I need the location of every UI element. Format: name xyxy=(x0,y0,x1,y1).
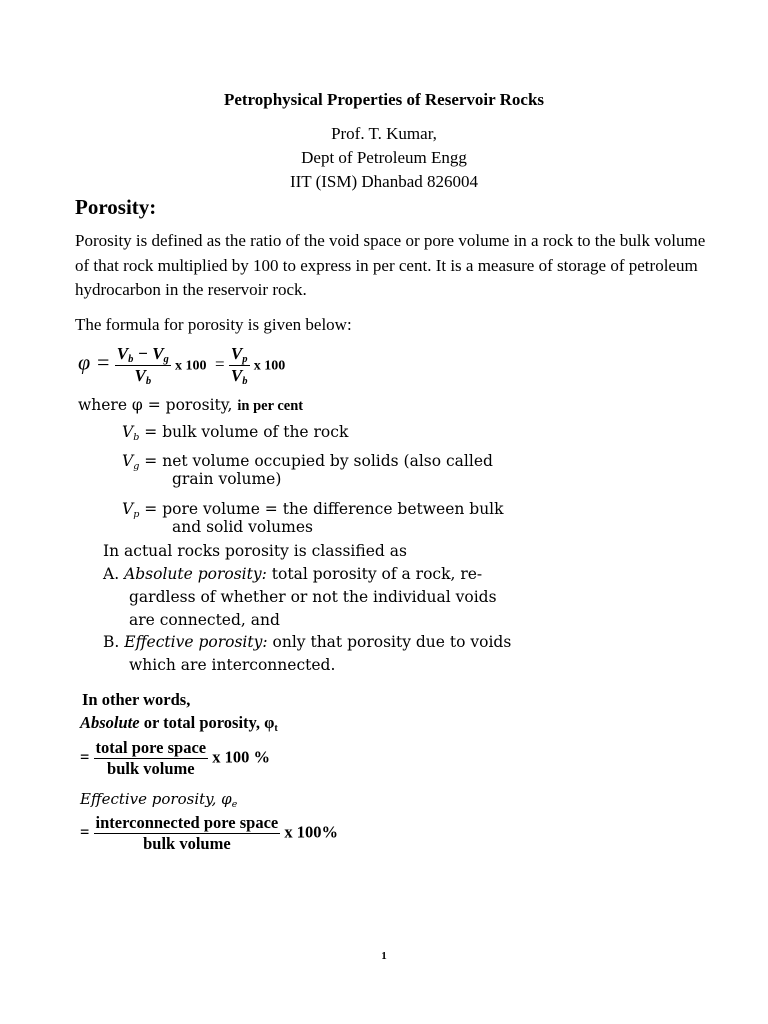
formula-num2: V xyxy=(230,344,243,363)
formula-fraction-2 xyxy=(229,344,250,387)
porosity-formula xyxy=(78,344,285,387)
absolute-porosity-line xyxy=(80,713,278,734)
effective-times: x 100% xyxy=(284,822,338,842)
author-name: Prof. T. Kumar, xyxy=(331,124,437,143)
absolute-numerator: total pore space xyxy=(95,738,207,757)
absolute-porosity-term: Absolute porosity: xyxy=(124,565,267,583)
absolute-subscript: t xyxy=(274,723,278,735)
classification-a-text2: gardless of whether or not the individual voids xyxy=(129,588,497,606)
formula-equals-2: = xyxy=(215,354,225,374)
classification-a-label: A. xyxy=(103,565,120,583)
classification-b-text1: only that porosity due to voids xyxy=(267,633,512,651)
effective-equals: = xyxy=(80,822,90,842)
formula-num2-sub: p xyxy=(242,354,248,366)
effective-numerator: interconnected pore space xyxy=(95,813,279,832)
author-institution: IIT (ISM) Dhanbad 826004 xyxy=(289,172,479,191)
vb-text: = bulk volume of the rock xyxy=(144,423,349,441)
porosity-definition-paragraph: Porosity is defined as the ratio of the void space or pore volume in a rock to the bulk volume of that rock multiplied by 100 to express in per cent. It is a measure of storage of petroleum hydrocarbon in the reservoir rock. xyxy=(75,231,706,299)
definition-phi xyxy=(78,396,303,415)
absolute-porosity-formula xyxy=(80,738,270,779)
classification-intro: In actual rocks porosity is classified as xyxy=(103,542,407,560)
definition-where: where φ xyxy=(78,396,143,414)
absolute-denominator: bulk volume xyxy=(94,758,209,779)
effective-subscript: e xyxy=(231,798,238,810)
vg-subscript: g xyxy=(133,460,140,472)
effective-porosity-line xyxy=(80,790,237,810)
formula-times-2: x 100 xyxy=(253,358,286,374)
effective-porosity-formula xyxy=(80,813,338,854)
vg-text-line1: = net volume occupied by solids (also called xyxy=(144,452,493,470)
formula-intro: The formula for porosity is given below: xyxy=(75,315,352,334)
classification-b-text2: which are interconnected. xyxy=(129,656,336,674)
absolute-rest: or total porosity, φ xyxy=(139,713,275,732)
effective-porosity-term: Effective porosity: xyxy=(124,633,268,651)
formula-num1-sub2: g xyxy=(163,354,169,366)
other-words-heading: In other words, xyxy=(82,690,191,709)
section-heading: Porosity: xyxy=(75,195,157,219)
page-number: 1 xyxy=(381,950,387,962)
effective-denominator: bulk volume xyxy=(94,833,281,854)
effective-term: Effective porosity, φ xyxy=(80,790,232,808)
vb-symbol: V xyxy=(122,423,134,441)
classification-a-text1: total porosity of a rock, re- xyxy=(266,565,483,583)
vp-symbol: V xyxy=(122,500,134,518)
definition-porosity-unit: in per cent xyxy=(237,398,304,414)
absolute-times: x 100 % xyxy=(212,747,270,767)
vp-text-line2: and solid volumes xyxy=(172,518,313,536)
formula-fraction-1 xyxy=(115,344,171,387)
classification-b xyxy=(103,631,511,654)
formula-minus: − V xyxy=(133,344,164,363)
formula-times-1: x 100 xyxy=(175,358,207,374)
formula-den1: V xyxy=(134,366,146,386)
formula-den2: V xyxy=(230,366,243,386)
vg-text-line2: grain volume) xyxy=(172,470,282,488)
author-department: Dept of Petroleum Engg xyxy=(301,148,467,167)
document-title: Petrophysical Properties of Reservoir Rocks xyxy=(223,90,545,109)
definition-porosity: = porosity, xyxy=(147,396,233,414)
vb-subscript: b xyxy=(133,431,140,443)
formula-lhs: φ = xyxy=(78,349,111,375)
classification-a-text3: are connected, and xyxy=(129,611,280,629)
effective-fraction xyxy=(94,813,281,854)
formula-den1-sub: b xyxy=(145,376,152,388)
formula-num1-sub: b xyxy=(128,354,134,366)
absolute-equals: = xyxy=(80,747,90,767)
vp-text-line1: = pore volume = the difference between bulk xyxy=(144,500,504,518)
formula-num1: V xyxy=(116,344,129,363)
absolute-term: Absolute xyxy=(80,713,140,732)
classification-b-label: B. xyxy=(103,633,120,651)
formula-den2-sub: b xyxy=(242,376,248,388)
classification-a xyxy=(103,563,482,586)
vg-symbol: V xyxy=(122,452,134,470)
absolute-fraction xyxy=(94,738,209,779)
vp-subscript: p xyxy=(133,508,140,520)
definition-vb xyxy=(122,423,348,447)
